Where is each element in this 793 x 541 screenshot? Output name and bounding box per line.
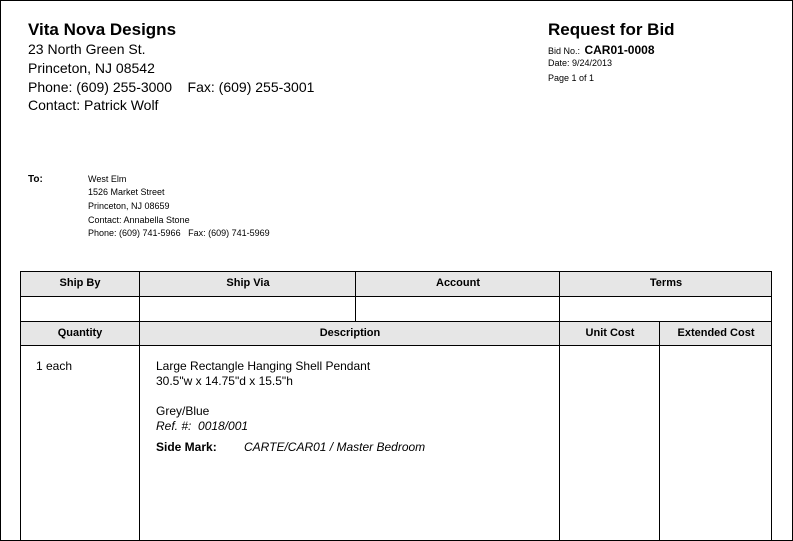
- item-reference: Ref. #: 0018/001: [156, 419, 249, 433]
- bid-number-label: Bid No.:: [548, 46, 581, 56]
- header-quantity: Quantity: [57, 327, 103, 339]
- bid-number: [548, 41, 655, 59]
- vendor-address-line1: 1526 Market Street: [88, 187, 165, 197]
- document-title: Request for Bid: [548, 20, 675, 39]
- item-title: Large Rectangle Hanging Shell Pendant: [156, 359, 371, 373]
- item-dimensions: 30.5"w x 14.75"d x 15.5"h: [156, 374, 293, 388]
- company-address-line2: Princeton, NJ 08542: [28, 60, 155, 76]
- item-finish: Grey/Blue: [156, 404, 210, 418]
- company-phone-fax: Phone: (609) 255-3000 Fax: (609) 255-3001: [28, 79, 315, 95]
- vendor-phone-fax: Phone: (609) 741-5966 Fax: (609) 741-5969: [88, 228, 270, 238]
- bid-tables: [20, 271, 772, 541]
- vendor-address-line2: Princeton, NJ 08659: [88, 201, 170, 211]
- side-mark-label: Side Mark:: [156, 440, 217, 454]
- header-extended-cost: Extended Cost: [677, 327, 755, 339]
- to-label: To:: [28, 174, 43, 185]
- company-contact: Contact: Patrick Wolf: [28, 97, 159, 113]
- company-address-line1: 23 North Green St.: [28, 41, 146, 57]
- item-quantity: 1 each: [36, 359, 73, 373]
- page-number: Page 1 of 1: [548, 73, 595, 83]
- header-ship-by: Ship By: [59, 277, 101, 289]
- header-description: Description: [319, 327, 381, 339]
- company-name: Vita Nova Designs: [28, 20, 177, 39]
- document-date: Date: 9/24/2013: [548, 58, 613, 68]
- bid-number-value: CAR01-0008: [584, 43, 655, 57]
- header-ship-via: Ship Via: [226, 277, 270, 289]
- vendor-contact: Contact: Annabella Stone: [88, 215, 190, 225]
- side-mark-value: CARTE/CAR01 / Master Bedroom: [244, 440, 426, 454]
- header-terms: Terms: [649, 277, 683, 289]
- header-account: Account: [436, 277, 480, 289]
- vendor-name: West Elm: [88, 174, 127, 184]
- header-unit-cost: Unit Cost: [585, 327, 635, 339]
